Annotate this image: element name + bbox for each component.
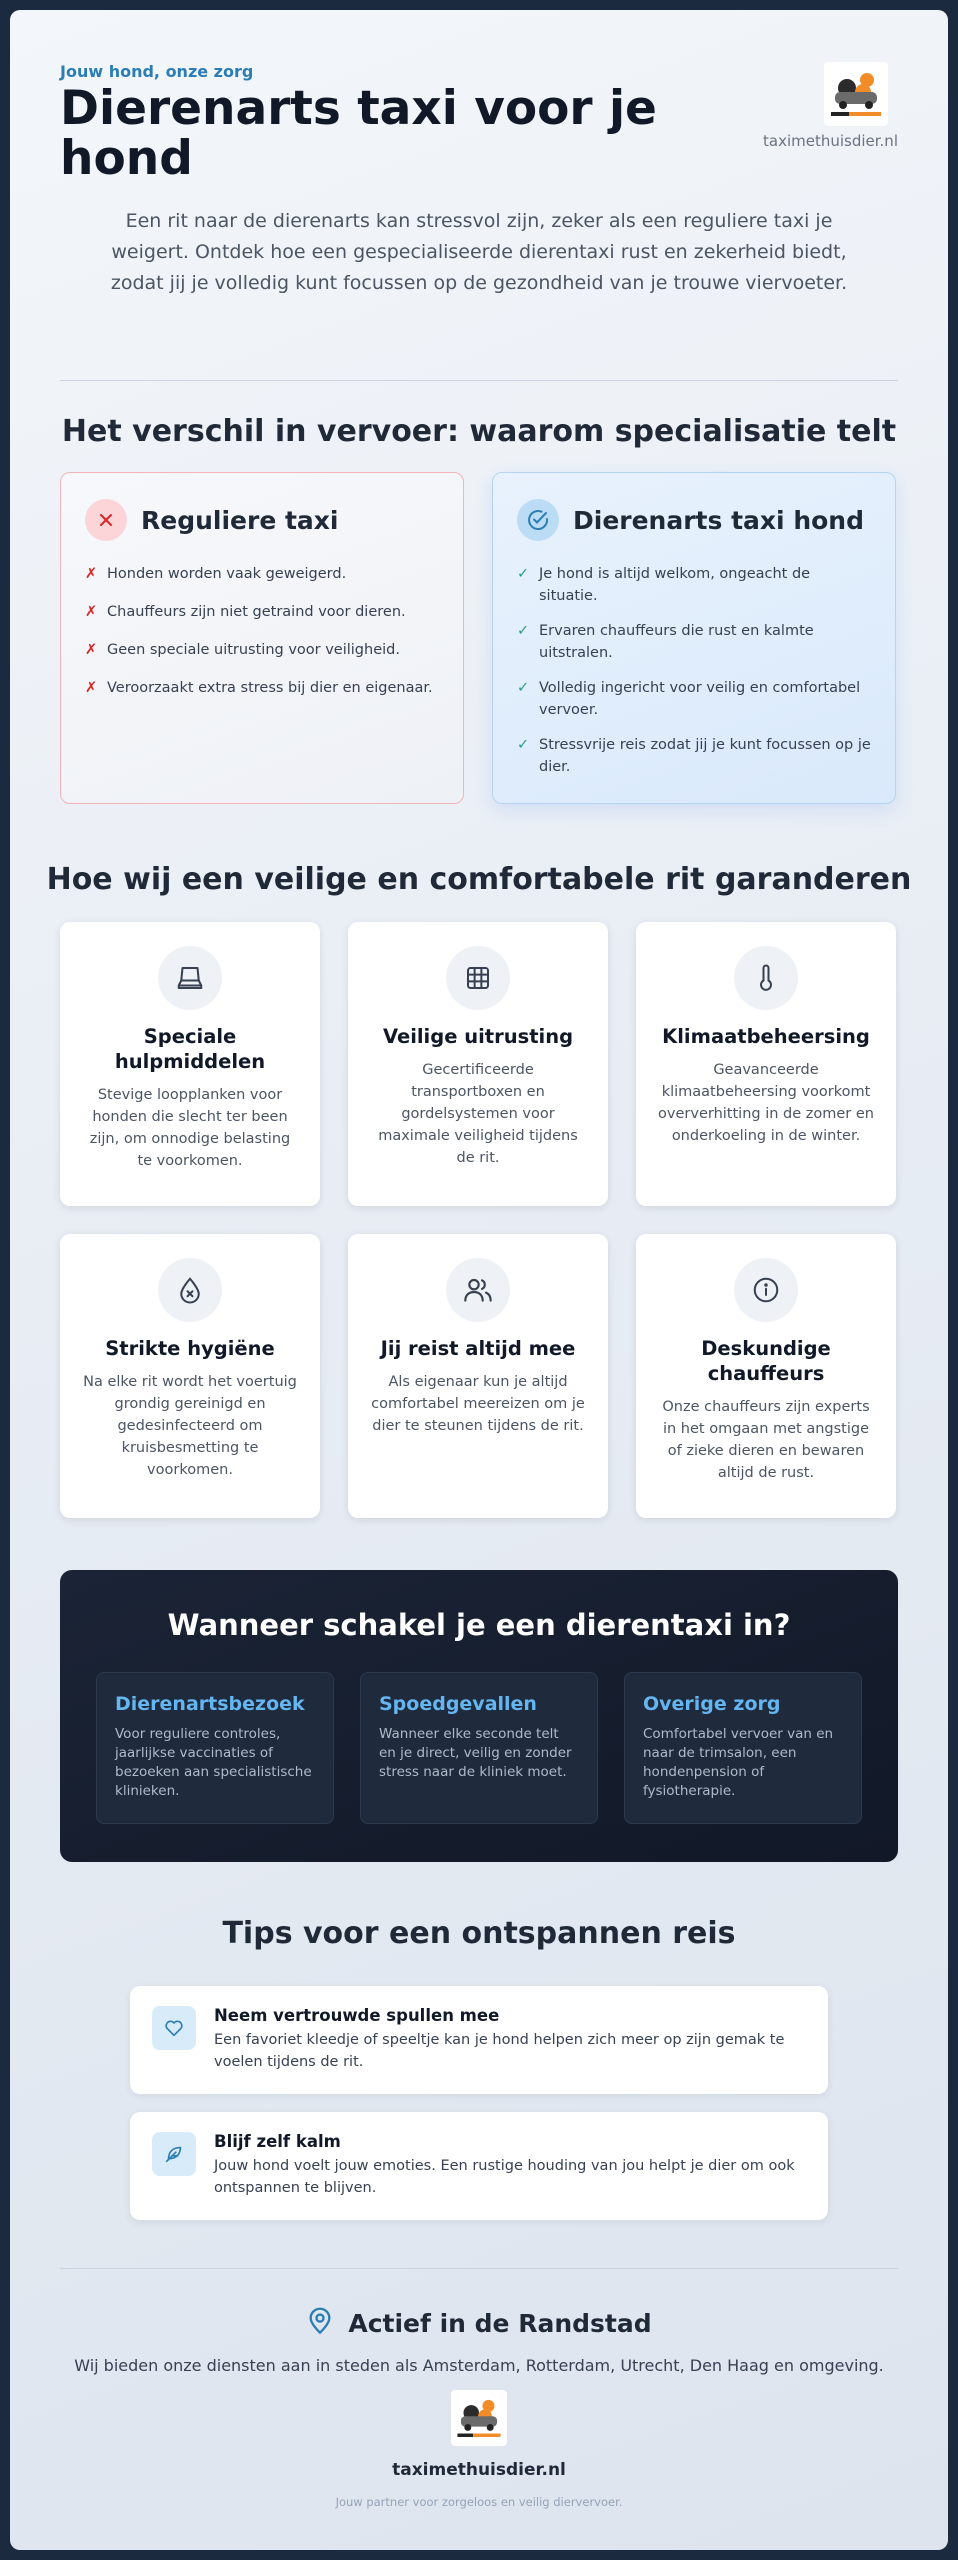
- map-pin-icon: [306, 2306, 334, 2340]
- feature-title: Klimaatbeheersing: [662, 1025, 870, 1048]
- feature-desc: Stevige loopplanken voor honden die slecht ter been zijn, om onnodige belasting te voorkomen.: [89, 1087, 291, 1169]
- when-heading: Wanneer schakel je een dierentaxi in?: [167, 1608, 791, 1642]
- tip-card: [130, 1986, 828, 2094]
- tips-heading: Tips voor een ontspannen reis: [222, 1916, 736, 1951]
- check-icon: ✓: [517, 680, 530, 696]
- info-icon: [734, 1258, 798, 1322]
- region-row: [10, 2306, 948, 2340]
- check-icon: ✓: [517, 566, 530, 582]
- tip-card: [130, 2112, 828, 2220]
- cross-icon: ✗: [85, 642, 98, 658]
- feature-desc: Onze chauffeurs zijn experts in het omgaan met angstige of zieke dieren en bewaren altijd de rust.: [662, 1399, 870, 1481]
- feature-title: Speciale hulpmiddelen: [114, 1025, 266, 1073]
- site-url-top[interactable]: taximethuisdier.nl: [763, 132, 898, 150]
- tip-title: Neem vertrouwde spullen mee: [214, 2006, 500, 2025]
- when-card-desc: Wanneer elke seconde telt en je direct, veilig en zonder stress naar de kliniek moet.: [379, 1726, 572, 1780]
- intro-text: Een rit naar de dierenarts kan stressvol zijn, zeker als een reguliere taxi je weigert. Ontdek hoe een gespecialiseerde dierentaxi rust en zekerheid biedt, zodat jij je volledig kunt focussen op de gezondheid van je trouwe viervoeter.: [110, 210, 848, 294]
- feature-desc: Na elke rit wordt het voertuig grondig gereinigd en gedesinfecteerd om kruisbesmetting te voorkomen.: [83, 1374, 297, 1478]
- feature-desc: Gecertificeerde transportboxen en gordelsystemen voor maximale veiligheid tijdens de rit.: [378, 1062, 578, 1166]
- when-card: [360, 1672, 598, 1824]
- when-section: [60, 1570, 898, 1862]
- feature-card: [348, 922, 608, 1206]
- when-card: [624, 1672, 862, 1824]
- logo-image: [454, 2395, 504, 2441]
- list-item: ✗ Chauffeurs zijn niet getraind voor dieren.: [85, 601, 439, 623]
- pet-taxi-card: [492, 472, 896, 804]
- pet-taxi-title: Dierenarts taxi hond: [573, 505, 864, 535]
- droplet-icon: [158, 1258, 222, 1322]
- tip-title: Blijf zelf kalm: [214, 2132, 341, 2151]
- feature-card: [636, 1234, 896, 1518]
- list-item: ✗ Veroorzaakt extra stress bij dier en eigenaar.: [85, 677, 439, 699]
- regular-taxi-title: Reguliere taxi: [141, 505, 339, 535]
- cross-icon: ✗: [85, 604, 98, 620]
- users-icon: [446, 1258, 510, 1322]
- grid-icon: [446, 946, 510, 1010]
- divider: [60, 2268, 898, 2269]
- feature-card: [348, 1234, 608, 1518]
- ramp-icon: [158, 946, 222, 1010]
- feature-desc: Geavanceerde klimaatbeheersing voorkomt oververhitting in de zomer en onderkoeling in de winter.: [658, 1062, 874, 1144]
- when-card: [96, 1672, 334, 1824]
- when-card-title: Spoedgevallen: [379, 1693, 537, 1715]
- heart-icon: [152, 2006, 196, 2050]
- list-item: ✓ Je hond is altijd welkom, ongeacht de situatie.: [517, 563, 871, 607]
- check-circle-icon: [517, 499, 559, 541]
- feature-title: Veilige uitrusting: [382, 1025, 574, 1048]
- when-card-desc: Voor reguliere controles, jaarlijkse vaccinaties of bezoeken aan specialistische klinieken.: [115, 1726, 312, 1799]
- check-icon: ✓: [517, 737, 530, 753]
- feature-title: Strikte hygiëne: [105, 1337, 275, 1360]
- feature-title: Deskundige chauffeurs: [701, 1337, 831, 1385]
- feather-icon: [152, 2132, 196, 2176]
- region-desc: Wij bieden onze diensten aan in steden als Amsterdam, Rotterdam, Utrecht, Den Haag en omgeving.: [74, 2356, 884, 2375]
- when-card-title: Overige zorg: [643, 1693, 781, 1715]
- list-item: ✗ Honden worden vaak geweigerd.: [85, 563, 439, 585]
- check-icon: ✓: [517, 623, 530, 639]
- region-title: Actief in de Randstad: [348, 2308, 652, 2338]
- logo[interactable]: [824, 62, 888, 126]
- feature-card: [636, 922, 896, 1206]
- feature-title: Jij reist altijd mee: [380, 1337, 576, 1360]
- site-url-bottom[interactable]: taximethuisdier.nl: [392, 2460, 566, 2480]
- list-item: ✗ Geen speciale uitrusting voor veiligheid.: [85, 639, 439, 661]
- cross-icon: ✗: [85, 680, 98, 696]
- features-heading: Hoe wij een veilige en comfortabele rit garanderen: [46, 862, 912, 897]
- feature-card: [60, 922, 320, 1206]
- when-card-title: Dierenartsbezoek: [115, 1693, 305, 1715]
- when-card-desc: Comfortabel vervoer van en naar de trimsalon, een hondenpension of fysiotherapie.: [643, 1726, 834, 1799]
- tip-desc: Een favoriet kleedje of speeltje kan je hond helpen zich meer op zijn gemak te voelen tijdens de rit.: [214, 2032, 785, 2070]
- logo-image: [827, 68, 885, 120]
- divider: [60, 380, 898, 381]
- thermometer-icon: [734, 946, 798, 1010]
- feature-card: [60, 1234, 320, 1518]
- regular-taxi-card: [60, 472, 464, 804]
- cross-icon: ✗: [85, 566, 98, 582]
- list-item: ✓ Ervaren chauffeurs die rust en kalmte uitstralen.: [517, 620, 871, 664]
- list-item: ✓ Volledig ingericht voor veilig en comfortabel vervoer.: [517, 677, 871, 721]
- x-icon: [85, 499, 127, 541]
- comparison-heading: Het verschil in vervoer: waarom specialisatie telt: [61, 414, 897, 449]
- feature-desc: Als eigenaar kun je altijd comfortabel meereizen om je dier te steunen tijdens de rit.: [371, 1374, 585, 1434]
- infographic-page: [10, 10, 948, 2550]
- tagline: Jouw partner voor zorgeloos en veilig diervervoer.: [335, 2495, 623, 2509]
- page-title: Dierenarts taxi voor je hond: [60, 81, 657, 186]
- list-item: ✓ Stressvrije reis zodat jij je kunt focussen op je dier.: [517, 734, 871, 778]
- tip-desc: Jouw hond voelt jouw emoties. Een rustige houding van jou helpt je dier om ook ontspannen te blijven.: [214, 2158, 795, 2196]
- footer-logo[interactable]: [451, 2390, 507, 2446]
- eyebrow: Jouw hond, onze zorg: [60, 62, 254, 81]
